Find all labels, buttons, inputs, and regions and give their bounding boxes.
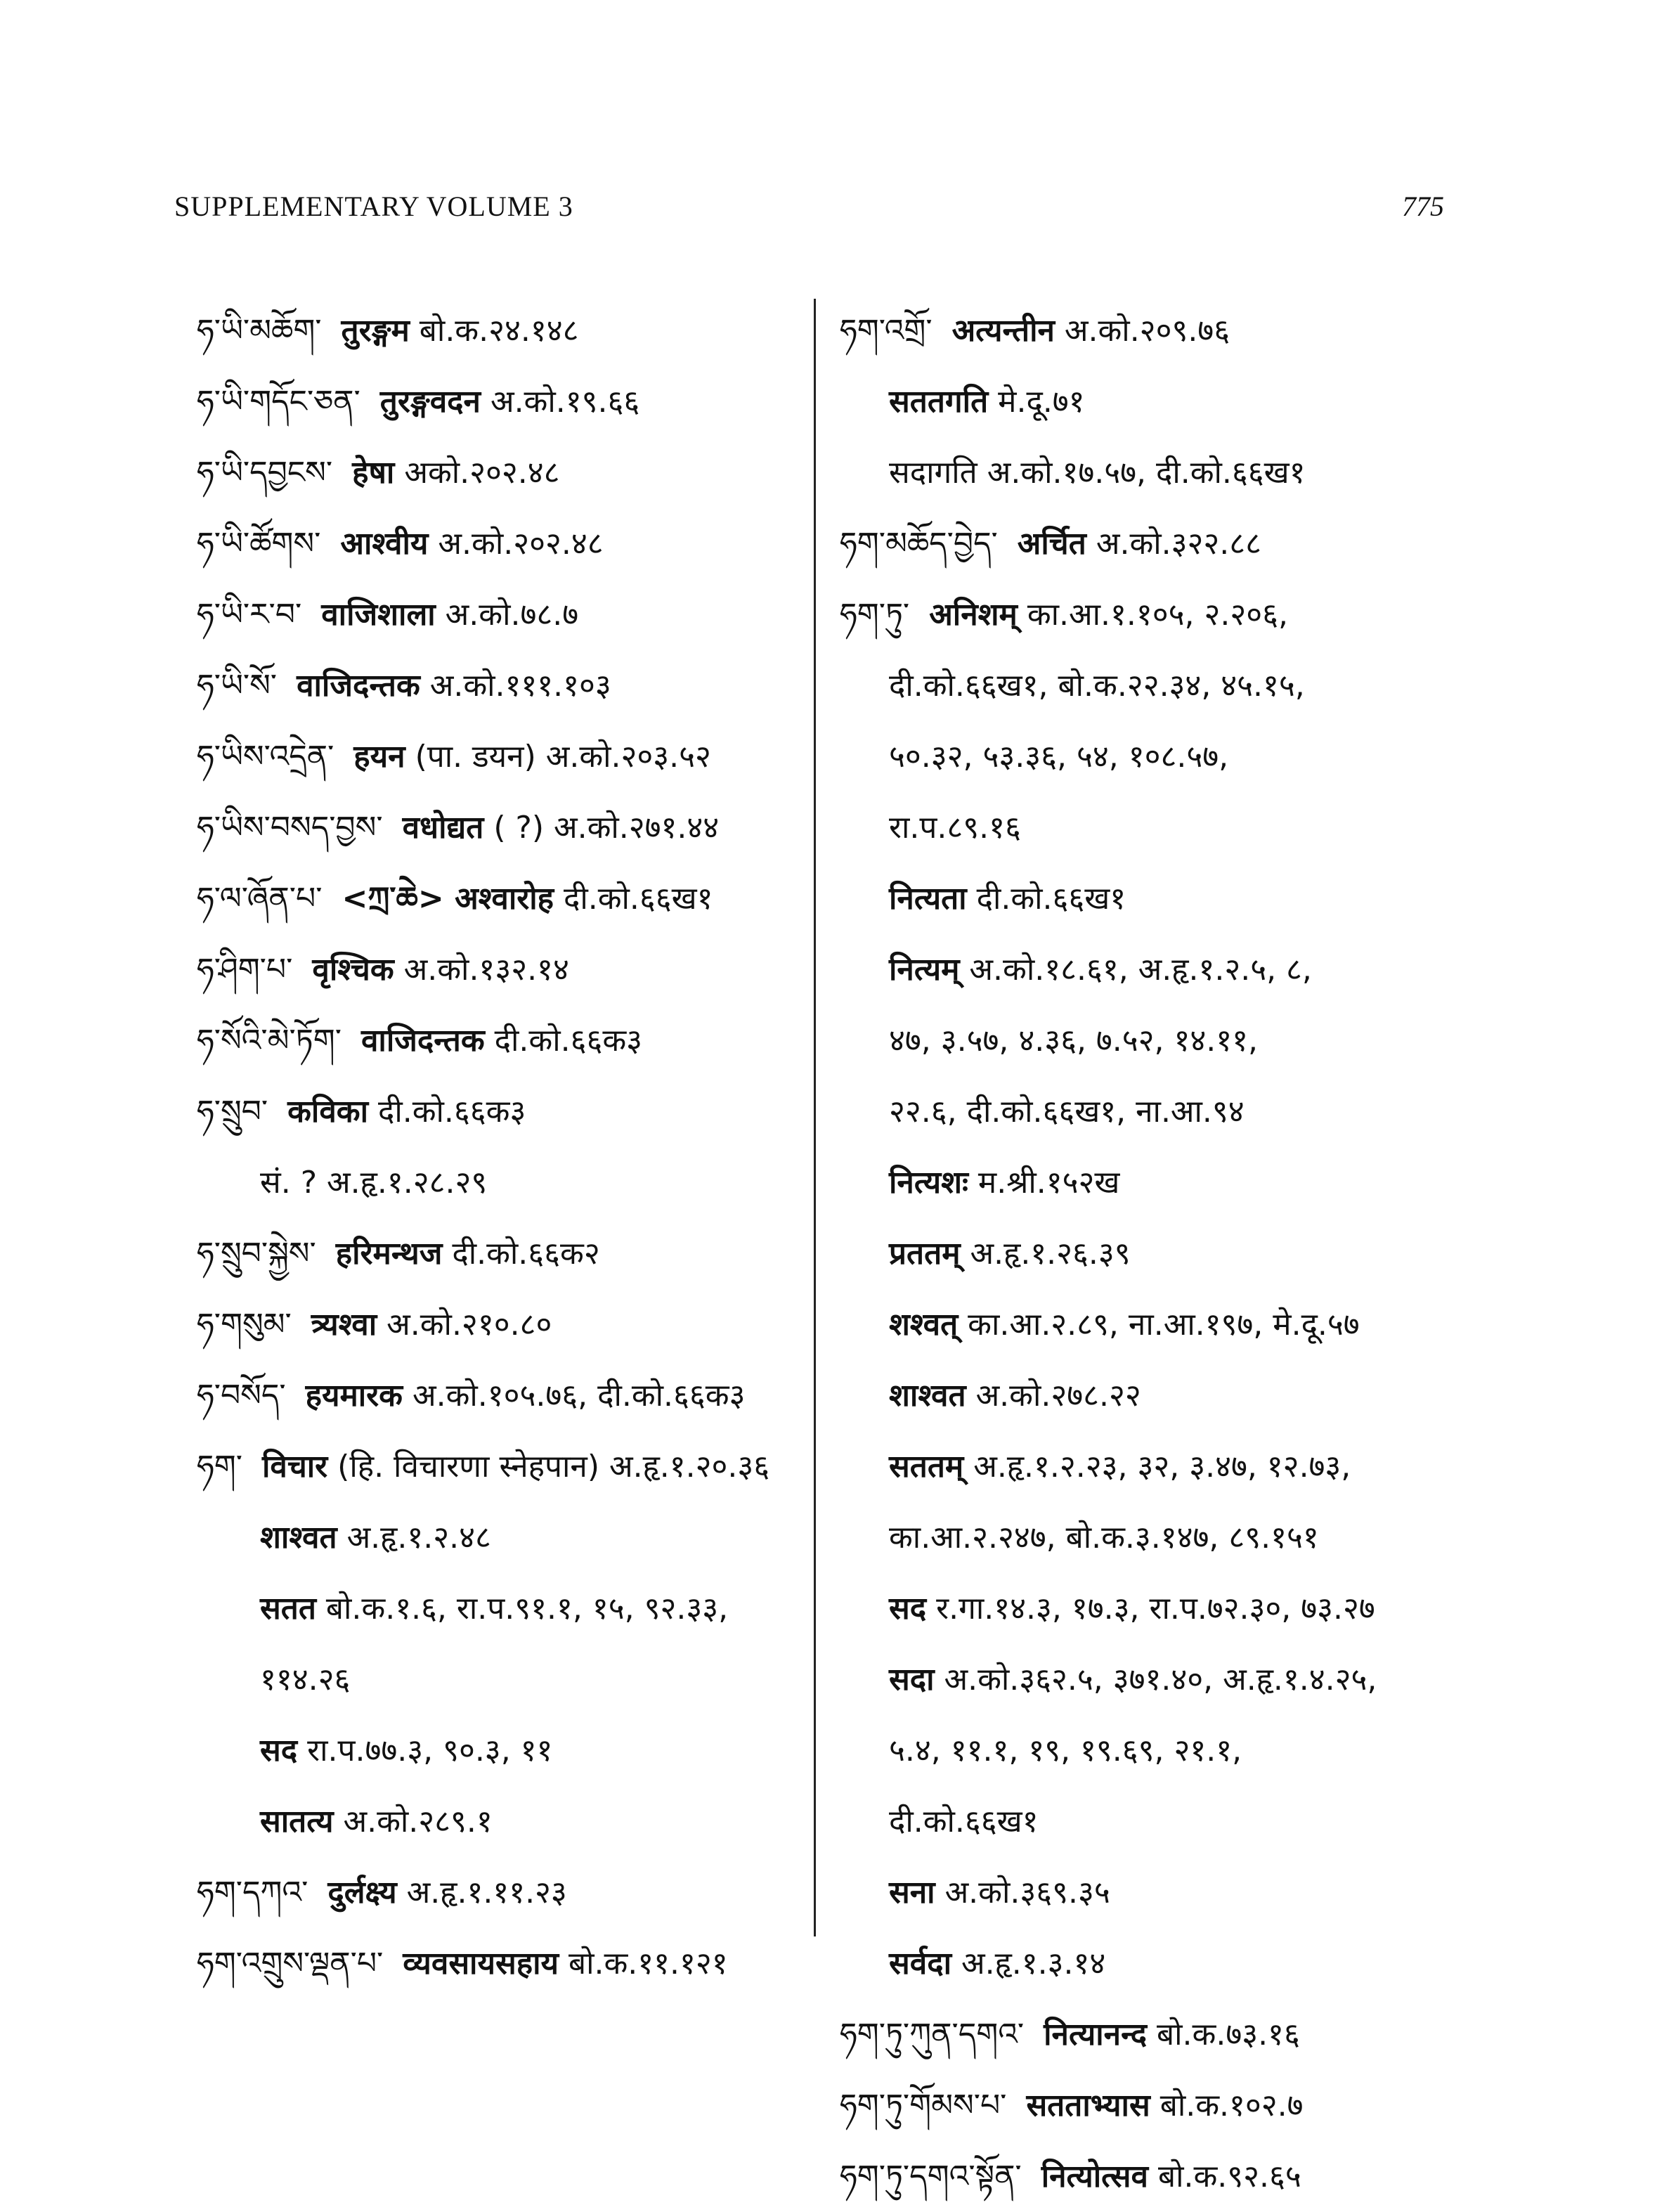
- source-reference: अ.को.२८९.१: [343, 1804, 493, 1839]
- dictionary-entry-line: [197, 1715, 801, 1786]
- sanskrit-equivalent: सततम्: [889, 1449, 964, 1485]
- source-reference: दी.को.६६ख१: [564, 881, 713, 917]
- tibetan-headword: ཧག་དཀའ་: [197, 1875, 308, 1910]
- source-reference: अ.हृ.१.२.४८: [346, 1520, 491, 1555]
- dictionary-entry-line: [840, 792, 1472, 863]
- source-reference: दी.को.६६ख१, बो.क.२२.३४, ४५.१५,: [889, 668, 1305, 704]
- sanskrit-equivalent: हेषा: [352, 455, 395, 491]
- dictionary-entry-line: [197, 437, 801, 508]
- sanskrit-equivalent: वृश्चिक: [312, 952, 394, 988]
- source-reference: बो.क.२४.१४८: [419, 313, 579, 349]
- dictionary-entry-line: [197, 295, 801, 366]
- source-reference: अ.को.३६२.५, ३७१.४०, अ.हृ.१.४.२५,: [944, 1662, 1377, 1697]
- dictionary-entry-line: [840, 934, 1472, 1005]
- dictionary-entry-line: [840, 1360, 1472, 1431]
- dictionary-entry-line: [197, 579, 801, 650]
- source-reference: दी.को.६६क२: [452, 1236, 600, 1272]
- dictionary-entry-line: [197, 934, 801, 1005]
- dictionary-entry-line: [197, 792, 801, 863]
- source-reference: अ.को.७८.७: [445, 597, 579, 633]
- source-reference: अ.को.१११.१०३: [429, 668, 611, 704]
- dictionary-entry-line: [197, 1147, 801, 1218]
- source-reference: बो.क.११.१२१: [569, 1946, 728, 1981]
- sanskrit-equivalent: त्र्यश्वा: [311, 1307, 377, 1343]
- sanskrit-equivalent: नित्यशः: [889, 1165, 968, 1201]
- source-reference: र.गा.१४.३, १७.३, रा.प.७२.३०, ७३.२७: [936, 1591, 1375, 1626]
- dictionary-entry-line: [840, 1076, 1472, 1147]
- source-reference: ११४.२६: [260, 1662, 351, 1697]
- running-head: SUPPLEMENTARY VOLUME 3: [174, 190, 573, 222]
- source-reference: अ.को.१३२.१४: [403, 952, 569, 988]
- dictionary-entry-line: [840, 2070, 1472, 2141]
- left-column: [197, 295, 801, 1999]
- dictionary-entry-line: [840, 650, 1472, 721]
- page-number: 775: [1402, 190, 1444, 222]
- source-reference: ४७, ३.५७, ४.३६, ७.५२, १४.११,: [889, 1023, 1259, 1059]
- tibetan-headword: ཧ་ཡི་ར་བ་: [197, 597, 302, 633]
- sanskrit-equivalent: कविका: [287, 1094, 368, 1130]
- dictionary-entry-line: [840, 2141, 1472, 2212]
- tibetan-headword: ཧ་སོའི་མེ་ཏོག་: [197, 1023, 342, 1059]
- tibetan-headword: ཧག་ཏུ་ཀུན་དགའ་: [840, 2017, 1025, 2052]
- sanskrit-equivalent: सातत्य: [260, 1804, 334, 1839]
- tibetan-headword: ཧག་ཏུ་གོམས་པ་: [840, 2088, 1007, 2123]
- sanskrit-equivalent: वाजिशाला: [321, 597, 436, 633]
- sanskrit-equivalent: नित्यता: [889, 881, 967, 917]
- sanskrit-equivalent: सततगति: [889, 384, 989, 420]
- source-reference: ५०.३२, ५३.३६, ५४, १०८.५७,: [889, 739, 1229, 775]
- tibetan-headword: ཧ་ཡིས་འདྲེན་: [197, 739, 334, 775]
- dictionary-entry-line: [197, 1289, 801, 1360]
- dictionary-entry-line: [197, 1502, 801, 1573]
- sanskrit-equivalent: व्यवसायसहाय: [403, 1946, 559, 1981]
- tibetan-headword: ཧ་སྲུབ་: [197, 1094, 268, 1130]
- sanskrit-equivalent: <ཀྲ་ཆེ> अश्वारोह: [342, 881, 554, 917]
- sanskrit-equivalent: सद: [889, 1591, 927, 1626]
- dictionary-entry-line: [840, 295, 1472, 366]
- source-reference: अ.को.२७८.२२: [975, 1378, 1141, 1414]
- sanskrit-equivalent: तुरङ्गम: [341, 313, 410, 349]
- tibetan-headword: ཧ་ལ་ཞོན་པ་: [197, 881, 323, 917]
- source-reference: म.श्री.१५२ख: [977, 1165, 1120, 1201]
- dictionary-entry-line: [840, 863, 1472, 934]
- sanskrit-equivalent: नित्योत्सव: [1041, 2159, 1148, 2194]
- source-reference: अ.को.१८.६१, अ.हृ.१.२.५, ८,: [969, 952, 1312, 988]
- sanskrit-equivalent: शश्वत्: [889, 1307, 959, 1343]
- dictionary-entry-line: [197, 1076, 801, 1147]
- source-reference: ( ?) अ.को.२७१.४४: [493, 810, 720, 846]
- source-reference: अ.को.३२२.८८: [1096, 526, 1262, 562]
- dictionary-entry-line: [840, 1928, 1472, 1999]
- sanskrit-equivalent: प्रततम्: [889, 1236, 961, 1272]
- dictionary-entry-line: [840, 1502, 1472, 1573]
- tibetan-headword: ཧག་འགྲོ་: [840, 313, 933, 349]
- source-reference: अको.२०२.४८: [404, 455, 560, 491]
- dictionary-entry-line: [197, 1786, 801, 1857]
- dictionary-entry-line: [840, 1289, 1472, 1360]
- source-reference: का.आ.१.१०५, २.२०६,: [1027, 597, 1288, 633]
- sanskrit-equivalent: दुर्लक्ष्य: [327, 1875, 397, 1910]
- source-reference: अ.हृ.१.२६.३९: [970, 1236, 1131, 1272]
- source-reference: बो.क.७३.१६: [1157, 2017, 1300, 2052]
- sanskrit-equivalent: शाश्वत: [260, 1520, 337, 1555]
- tibetan-headword: ཧ་ཡིས་བསད་བྱས་: [197, 810, 383, 846]
- dictionary-entry-line: [840, 1218, 1472, 1289]
- dictionary-entry-line: [197, 650, 801, 721]
- tibetan-headword: ཧག་ཏུ་: [840, 597, 910, 633]
- dictionary-entry-line: [197, 721, 801, 792]
- source-reference: अ.को.१९.६६: [490, 384, 640, 420]
- tibetan-headword: ཧ་ཡི་སོ་: [197, 668, 278, 704]
- source-reference: रा.प.७७.३, ९०.३, ११: [307, 1733, 553, 1768]
- dictionary-entry-line: [840, 1857, 1472, 1928]
- sanskrit-equivalent: सर्वदा: [889, 1946, 951, 1981]
- source-reference: (पा. डयन) अ.को.२०३.५२: [415, 739, 711, 775]
- sanskrit-equivalent: आश्वीय: [340, 526, 429, 562]
- dictionary-entry-line: [840, 721, 1472, 792]
- sanskrit-equivalent: अनिशम्: [929, 597, 1018, 633]
- dictionary-entry-line: [197, 1928, 801, 1999]
- source-reference: का.आ.२.८९, ना.आ.१९७, मे.दू.५७: [968, 1307, 1360, 1343]
- tibetan-headword: ཧ་ཡི་མཆོག་: [197, 313, 322, 349]
- sanskrit-equivalent: हरिमन्थज: [335, 1236, 443, 1272]
- tibetan-headword: ཧ་ཡི་ཚོགས་: [197, 526, 321, 562]
- source-reference: (हि. विचारणा स्नेहपान) अ.हृ.१.२०.३६: [337, 1449, 770, 1485]
- dictionary-entry-line: [197, 863, 801, 934]
- source-reference: बो.क.१०२.७: [1159, 2088, 1304, 2123]
- source-reference: अ.को.१०५.७६, दी.को.६६क३: [412, 1378, 746, 1414]
- dictionary-entry-line: [840, 508, 1472, 579]
- source-reference: अ.को.३६९.३५: [944, 1875, 1110, 1910]
- dictionary-entry-line: [840, 1005, 1472, 1076]
- source-reference: दी.को.६६ख१: [976, 881, 1126, 917]
- tibetan-headword: ཧག་མཆོད་བྱེད་: [840, 526, 998, 562]
- sanskrit-equivalent: नित्यम्: [889, 952, 960, 988]
- sanskrit-equivalent: सतत: [260, 1591, 316, 1626]
- tibetan-headword: ཧ་ཤིག་པ་: [197, 952, 293, 988]
- sanskrit-equivalent: सना: [889, 1875, 935, 1910]
- sanskrit-equivalent: हयन: [353, 739, 405, 775]
- right-column: [840, 295, 1472, 2212]
- dictionary-entry-line: [197, 1857, 801, 1928]
- sanskrit-equivalent: विचार: [261, 1449, 328, 1485]
- dictionary-entry-line: [197, 1218, 801, 1289]
- dictionary-entry-line: [840, 579, 1472, 650]
- source-reference: रा.प.८९.१६: [889, 810, 1021, 846]
- source-reference: अ.हृ.१.२.२३, ३२, ३.४७, १२.७३,: [973, 1449, 1351, 1485]
- dictionary-entry-line: [840, 1573, 1472, 1644]
- sanskrit-equivalent: वाजिदन्तक: [297, 668, 420, 704]
- dictionary-entry-line: [840, 1147, 1472, 1218]
- source-reference: बो.क.१.६, रा.प.९१.१, १५, ९२.३३,: [325, 1591, 729, 1626]
- source-reference: दी.को.६६क३: [377, 1094, 526, 1130]
- sanskrit-equivalent: वाजिदन्तक: [360, 1023, 485, 1059]
- source-reference: २२.६, दी.को.६६ख१, ना.आ.९४: [889, 1094, 1245, 1130]
- tibetan-headword: ཧག་: [197, 1449, 242, 1485]
- dictionary-entry-line: [840, 1644, 1472, 1715]
- dictionary-entry-line: [197, 1644, 801, 1715]
- sanskrit-equivalent: अत्यन्तीन: [951, 313, 1055, 349]
- sanskrit-equivalent: तुरङ्गवदन: [379, 384, 481, 420]
- source-reference: दी.को.६६ख१: [889, 1804, 1039, 1839]
- column-rule: [814, 299, 816, 1936]
- dictionary-entry-line: [840, 437, 1472, 508]
- dictionary-entry-line: [197, 366, 801, 437]
- source-reference: का.आ.२.२४७, बो.क.३.१४७, ८९.१५१: [889, 1520, 1319, 1555]
- tibetan-headword: ཧག་ཏུ་དགའ་སྟོན་: [840, 2159, 1022, 2194]
- source-reference: दी.को.६६क३: [494, 1023, 643, 1059]
- sanskrit-equivalent: सद: [260, 1733, 298, 1768]
- sanskrit-equivalent: सतताभ्यास: [1026, 2088, 1150, 2123]
- source-reference: अ.हृ.१.११.२३: [406, 1875, 567, 1910]
- tibetan-headword: ཧ་ཡི་དབྱངས་: [197, 455, 333, 491]
- source-reference: अ.को.२०९.७६: [1064, 313, 1230, 349]
- sanskrit-equivalent: नित्यानन्द: [1044, 2017, 1148, 2052]
- source-reference: अ.को.२०२.४८: [438, 526, 604, 562]
- tibetan-headword: ཧ་གསུམ་: [197, 1307, 292, 1343]
- dictionary-entry-line: [840, 1715, 1472, 1786]
- sanskrit-equivalent: सदा: [889, 1662, 935, 1697]
- dictionary-entry-line: [197, 1431, 801, 1502]
- tibetan-headword: ཧག་འགྲུས་ལྡན་པ་: [197, 1946, 384, 1981]
- dictionary-entry-line: [197, 1360, 801, 1431]
- sanskrit-equivalent: वधोद्यत: [402, 810, 484, 846]
- source-reference: सदागति अ.को.१७.५७, दी.को.६६ख१: [889, 455, 1306, 491]
- tibetan-headword: ཧ་ཡི་གདོང་ཅན་: [197, 384, 360, 420]
- source-reference: अ.को.२१०.८०: [386, 1307, 552, 1343]
- source-reference: बो.क.९२.६५: [1157, 2159, 1301, 2194]
- source-reference: अ.हृ.१.३.१४: [961, 1946, 1106, 1981]
- dictionary-entry-line: [840, 366, 1472, 437]
- source-reference: ५.४, ११.१, १९, १९.६९, २१.१,: [889, 1733, 1242, 1768]
- dictionary-entry-line: [197, 1005, 801, 1076]
- dictionary-entry-line: [197, 1573, 801, 1644]
- sanskrit-equivalent: शाश्वत: [889, 1378, 966, 1414]
- tibetan-headword: ཧ་བསོད་: [197, 1378, 286, 1414]
- sanskrit-equivalent: अर्चित: [1017, 526, 1086, 562]
- source-reference: मे.दू.७१: [998, 384, 1085, 420]
- dictionary-entry-line: [840, 1431, 1472, 1502]
- sanskrit-equivalent: हयमारक: [305, 1378, 403, 1414]
- tibetan-headword: ཧ་སྲུབ་སྐྱེས་: [197, 1236, 316, 1272]
- dictionary-entry-line: [197, 508, 801, 579]
- source-reference: सं. ? अ.हृ.१.२८.२९: [260, 1165, 488, 1201]
- dictionary-entry-line: [840, 1786, 1472, 1857]
- dictionary-entry-line: [840, 1999, 1472, 2070]
